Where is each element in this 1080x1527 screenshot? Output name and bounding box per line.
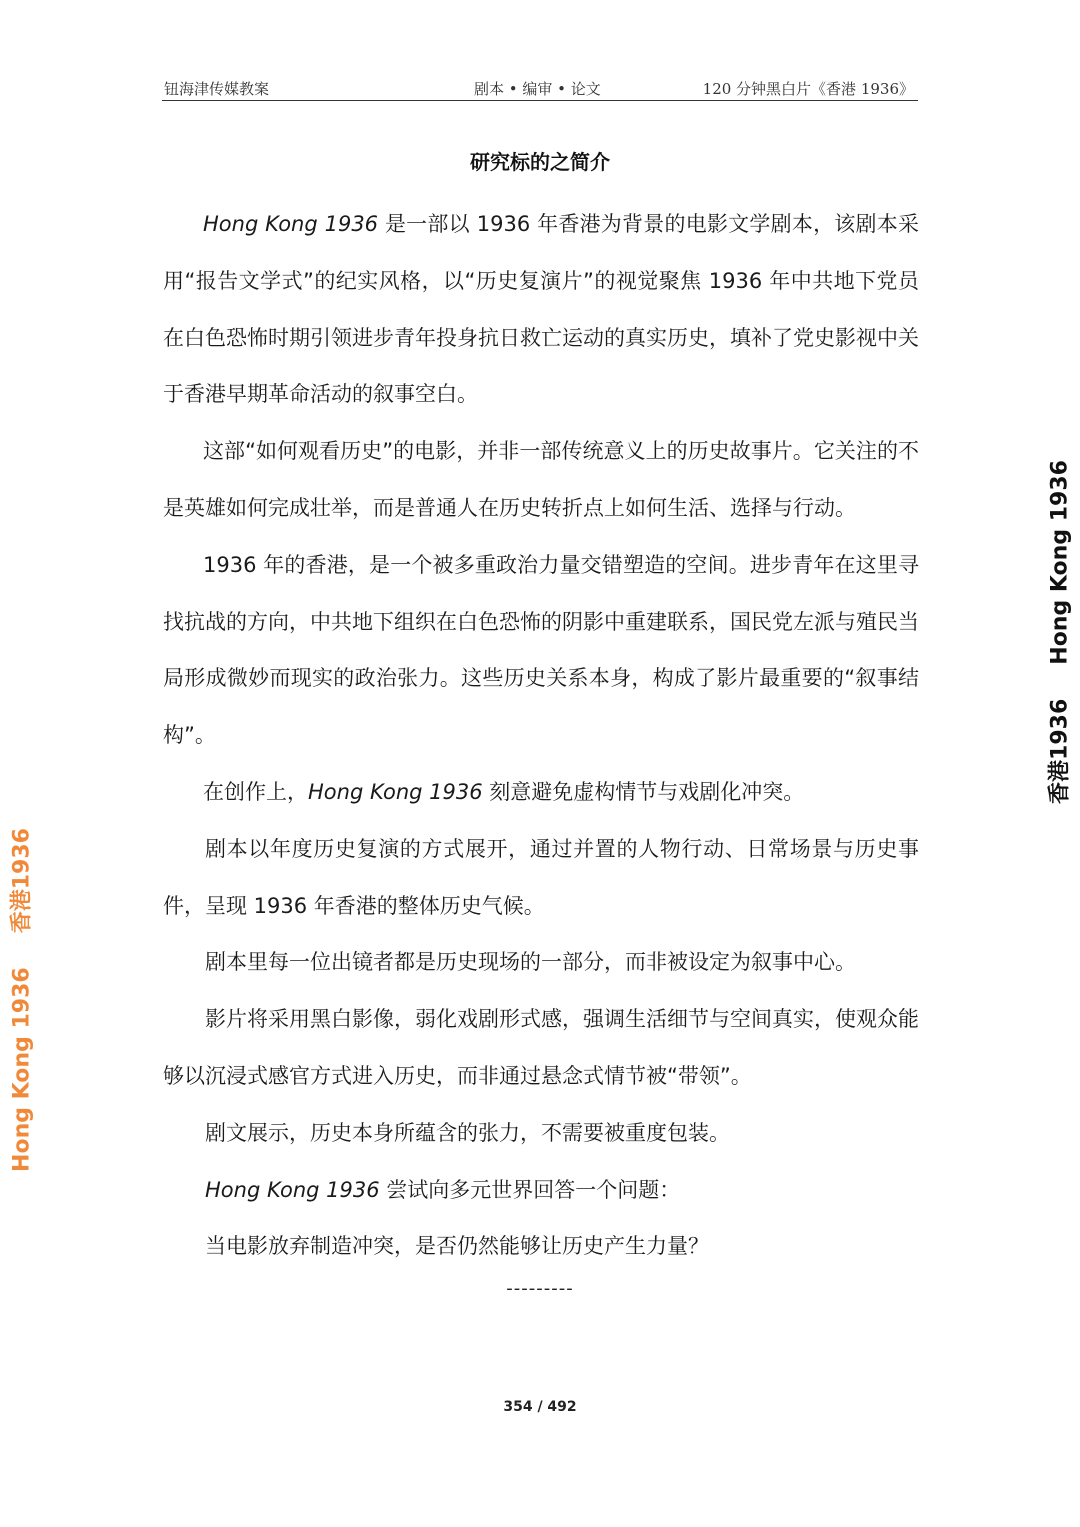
side-left-first: Hong Kong 1936 (9, 967, 35, 1172)
paragraph-9 (163, 1162, 919, 1219)
paragraph-8: 剧文展示，历史本身所蕴含的张力，不需要被重度包装。 (205, 1120, 730, 1145)
page-header (162, 76, 918, 101)
paragraph-1-text: 是一部以 1936 年香港为背景的电影文学剧本，该剧本采用“报告文学式”的纪实风格，以“历史复演片”的视觉聚焦 1936 年中共地下党员在白色恐怖时期引领进步青年投身抗日救亡运动的真实历史，填补了党史影视中关于香港早期革命活动的叙事空白。 (163, 212, 919, 407)
paragraph-2: 这部“如何观看历史”的电影，并非一部传统意义上的历史故事片。它关注的不是英雄如何完成壮举，而是普通人在历史转折点上如何生活、选择与行动。 (163, 439, 919, 520)
paragraph-10: 当电影放弃制造冲突，是否仍然能够让历史产生力量？ (205, 1234, 709, 1259)
paragraph-6: 剧本里每一位出镜者都是历史现场的一部分，而非被设定为叙事中心。 (205, 950, 856, 975)
header-center-text: 剧本 • 编审 • 论文 (474, 80, 601, 98)
side-left-second: 香港1936 (9, 828, 35, 934)
paragraph-4-prefix: 在创作上， (203, 779, 308, 804)
paragraph-4-text: 刻意避免虚构情节与戏剧化冲突。 (482, 779, 805, 804)
section-divider: --------- (506, 1278, 574, 1299)
document-body (163, 196, 919, 1275)
page-number: 354 / 492 (503, 1399, 577, 1415)
side-watermark-right (1043, 460, 1074, 804)
film-title-italic: Hong Kong 1936 (205, 1177, 380, 1202)
side-right-second: Hong Kong 1936 (1047, 460, 1073, 665)
film-title-italic: Hong Kong 1936 (203, 212, 379, 236)
section-title: 研究标的之简介 (470, 150, 610, 174)
film-title-italic: Hong Kong 1936 (308, 779, 483, 804)
paragraph-4 (163, 764, 919, 821)
paragraph-9-text: 尝试向多元世界回答一个问题： (379, 1177, 681, 1202)
paragraph-5: 剧本以年度历史复演的方式展开，通过并置的人物行动、日常场景与历史事件，呈现 1936 年香港的整体历史气候。 (163, 836, 919, 918)
paragraph-7: 影片将采用黑白影像，弱化戏剧形式感，强调生活细节与空间真实，使观众能够以沉浸式感官方式进入历史，而非通过悬念式情节被“带领”。 (163, 1007, 919, 1088)
paragraph-3: 1936 年的香港，是一个被多重政治力量交错塑造的空间。进步青年在这里寻找抗战的方向，中共地下组织在白色恐怖的阴影中重建联系，国民党左派与殖民当局形成微妙而现实的政治张力。这些历史关系本身，构成了影片最重要的“叙事结构”。 (163, 552, 919, 748)
paragraph-1 (163, 196, 919, 423)
header-left-text: 钮海津传媒教案 (164, 80, 270, 98)
side-watermark-left (5, 828, 36, 1172)
side-right-first: 香港1936 (1047, 698, 1073, 804)
header-right-text: 120 分钟黑白片《香港 1936》 (702, 80, 914, 98)
